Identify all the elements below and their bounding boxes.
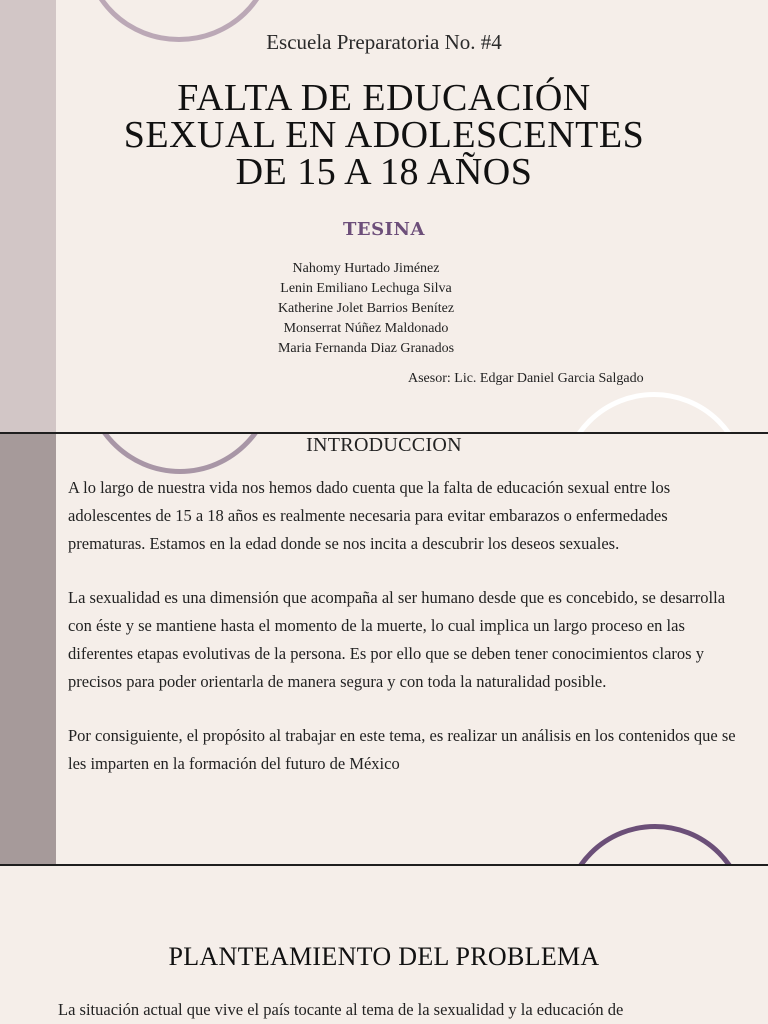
intro-side-band (0, 434, 56, 864)
cover-side-band (0, 0, 56, 432)
author-name: Nahomy Hurtado Jiménez (292, 261, 440, 276)
introduction-body (68, 474, 740, 804)
paragraph: La sexualidad es una dimensión que acompaña al ser humano desde que es concebido, se desarrolla con éste y se mantiene hasta el momento de la muerte, lo cual implica un largo proceso en las diferentes etapas evolutivas de la persona. Es por ello que se deben tener conocimientos claros y precisos para poder orientarla de manera segura y con toda la naturalidad posible. (68, 588, 726, 691)
title-line: DE 15 A 18 AÑOS (235, 151, 533, 193)
cover-slide (0, 0, 768, 432)
introduction-slide (0, 434, 768, 864)
problem-heading: PLANTEAMIENTO DEL PROBLEMA (168, 942, 600, 971)
problem-slide (0, 866, 768, 1024)
author-name: Maria Fernanda Diaz Granados (277, 341, 455, 356)
decorative-circle-bottom (562, 824, 748, 864)
author-name: Monserrat Núñez Maldonado (283, 321, 449, 336)
author-name: Katherine Jolet Barrios Benítez (277, 301, 455, 316)
school-name: Escuela Preparatoria No. #4 (266, 30, 502, 54)
introduction-heading: INTRODUCCION (306, 434, 462, 456)
title-line: SEXUAL EN ADOLESCENTES (123, 114, 645, 156)
problem-first-line: La situación actual que vive el país tocante al tema de la sexualidad y la educación de (58, 1000, 624, 1019)
title-line: FALTA DE EDUCACIÓN (177, 77, 591, 119)
author-name: Lenin Emiliano Lechuga Silva (280, 281, 452, 296)
author-list (0, 259, 732, 359)
thesis-title (84, 77, 684, 193)
paragraph: A lo largo de nuestra vida nos hemos dado cuenta que la falta de educación sexual entre los adolescentes de 15 a 18 años es realmente necesaria para evitar embarazos o enfermedades prematuras. Estamos en la edad donde se nos incita a descubrir los deseos sexuales. (68, 478, 671, 553)
document-type: TESINA (343, 219, 425, 240)
advisor: Asesor: Lic. Edgar Daniel Garcia Salgado (408, 371, 644, 386)
decorative-circle-bottom (560, 392, 748, 432)
paragraph: Por consiguiente, el propósito al trabajar en este tema, es realizar un análisis en los contenidos que se les imparten en la formación del futuro de México (68, 726, 736, 773)
